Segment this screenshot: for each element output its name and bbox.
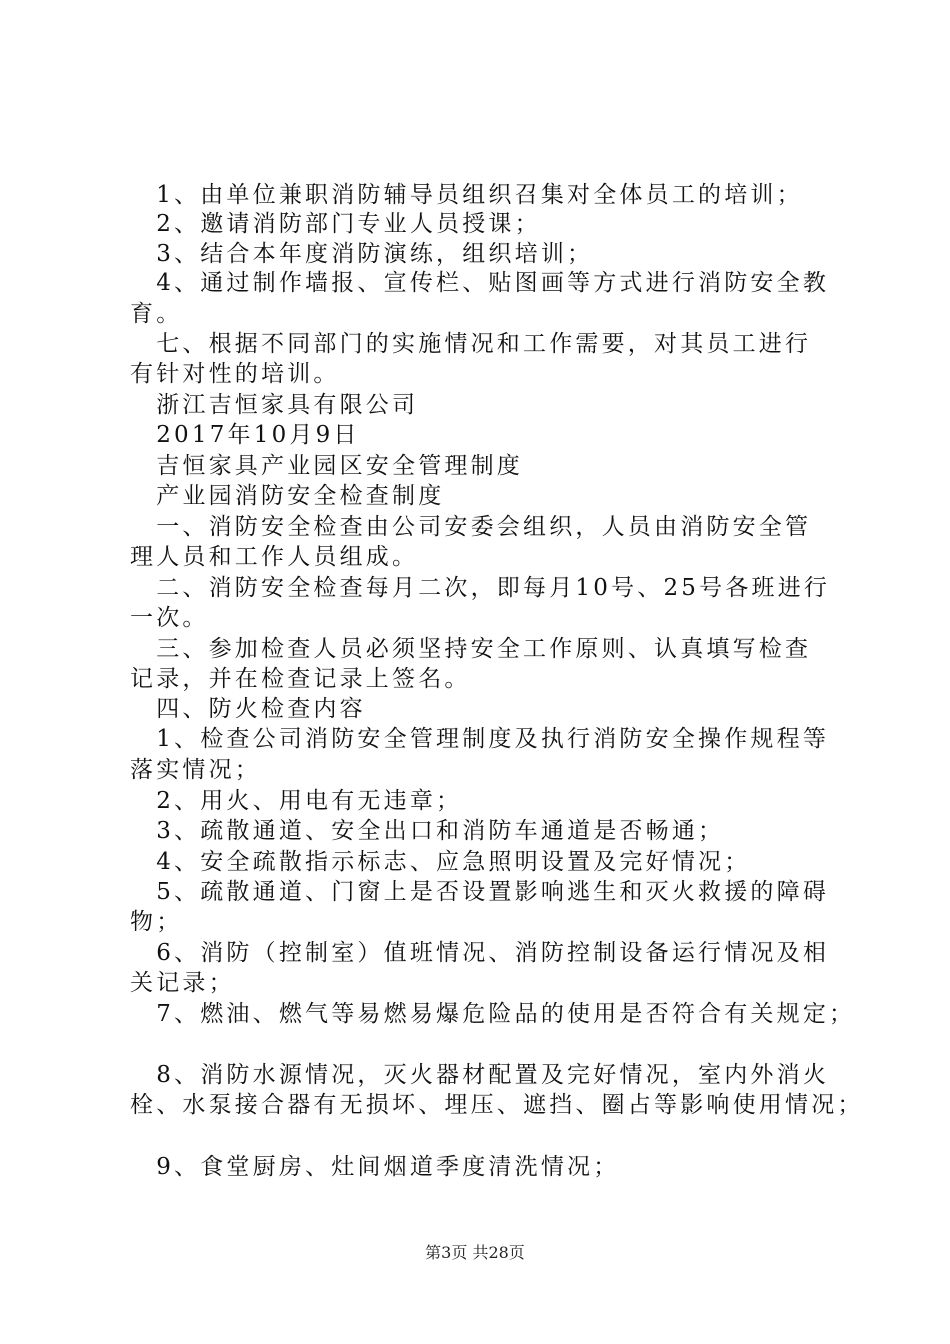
- text-line: 记录，并在检查记录上签名。: [130, 666, 471, 692]
- text-line: 7、燃油、燃气等易燃易爆危险品的使用是否符合有关规定；: [130, 1001, 856, 1027]
- text-line: 育。: [130, 301, 183, 327]
- text-line: 一次。: [130, 605, 209, 631]
- text-line: 关记录；: [130, 970, 235, 996]
- text-line: 6、消防（控制室）值班情况、消防控制设备运行情况及相: [130, 940, 830, 966]
- text-line: 5、疏散通道、门窗上是否设置影响逃生和灭火救援的障碍: [130, 879, 830, 905]
- text-line: 4、通过制作墙报、宣传栏、贴图画等方式进行消防安全教: [130, 270, 830, 296]
- page-number: 第3页 共28页: [425, 1243, 525, 1262]
- text-line: 9、食堂厨房、灶间烟道季度清洗情况；: [130, 1154, 620, 1180]
- text-line: 理人员和工作人员组成。: [130, 544, 419, 570]
- text-line: 3、疏散通道、安全出口和消防车通道是否畅通；: [130, 818, 725, 844]
- text-line: 4、安全疏散指示标志、应急照明设置及完好情况；: [130, 849, 751, 875]
- text-line: 四、防火检查内容: [130, 696, 366, 722]
- text-line: 落实情况；: [130, 757, 261, 783]
- text-line: 8、消防水源情况，灭火器材配置及完好情况，室内外消火: [130, 1062, 830, 1088]
- section-title: 吉恒家具产业园区安全管理制度: [130, 453, 523, 479]
- text-line: 栓、水泵接合器有无损坏、埋压、遮挡、圈占等影响使用情况；: [130, 1092, 864, 1118]
- date-line: 2017年10月9日: [130, 422, 360, 448]
- text-line: 1、由单位兼职消防辅导员组织召集对全体员工的培训；: [130, 182, 803, 208]
- text-line: 二、消防安全检查每月二次，即每月10号、25号各班进行: [130, 575, 831, 601]
- text-line: 一、消防安全检查由公司安委会组织，人员由消防安全管: [130, 514, 812, 540]
- company-name: 浙江吉恒家具有限公司: [130, 392, 419, 418]
- text-line: 三、参加检查人员必须坚持安全工作原则、认真填写检查: [130, 636, 812, 662]
- text-line: 七、根据不同部门的实施情况和工作需要，对其员工进行: [130, 331, 812, 357]
- text-line: 2、用火、用电有无违章；: [130, 788, 463, 814]
- section-title: 产业园消防安全检查制度: [130, 483, 445, 509]
- text-line: 2、邀请消防部门专业人员授课；: [130, 211, 541, 237]
- text-line: 1、检查公司消防安全管理制度及执行消防安全操作规程等: [130, 726, 830, 752]
- text-line: 3、结合本年度消防演练，组织培训；: [130, 241, 594, 267]
- text-line: 物；: [130, 909, 183, 935]
- text-line: 有针对性的培训。: [130, 361, 340, 387]
